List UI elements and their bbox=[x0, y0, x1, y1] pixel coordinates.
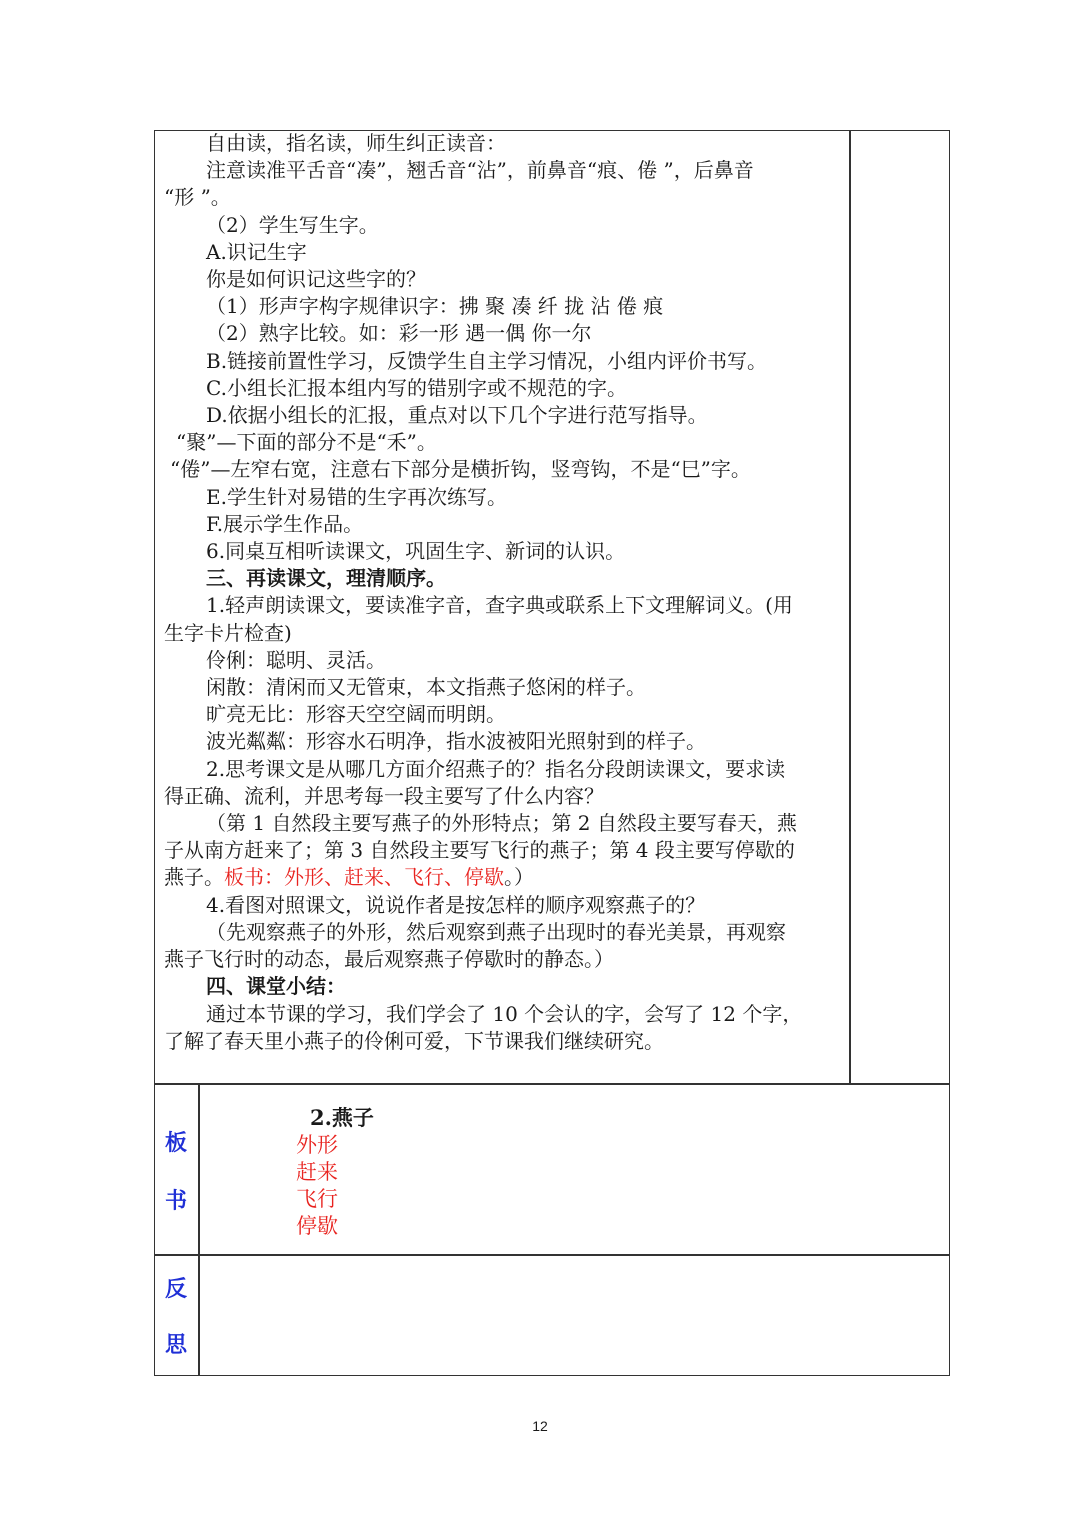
row-divider-reflection bbox=[154, 1254, 950, 1256]
lesson-line: 4.看图对照课文，说说作者是按怎样的顺序观察燕子的？ bbox=[206, 892, 706, 917]
row-divider-board bbox=[154, 1083, 950, 1085]
lesson-line: 燕子飞行时的动态，最后观察燕子停歇时的静态。） bbox=[164, 947, 614, 972]
lesson-line: A.识记生字 bbox=[206, 239, 307, 264]
reflection-label-1: 反 bbox=[164, 1276, 187, 1302]
lesson-line: （2）熟字比较。如：彩一形 遇一偶 你一尔 bbox=[206, 321, 592, 346]
section-heading: 四、课堂小结： bbox=[206, 974, 346, 999]
board-item: 外形 bbox=[296, 1133, 338, 1157]
reflection-label-2: 思 bbox=[164, 1332, 187, 1358]
board-item: 停歇 bbox=[296, 1214, 338, 1238]
section-heading: 三、再读课文，理清顺序。 bbox=[206, 566, 446, 591]
board-item: 赶来 bbox=[296, 1160, 338, 1184]
label-column-divider bbox=[198, 1083, 200, 1376]
lesson-line: D.依据小组长的汇报，重点对以下几个字进行范写指导。 bbox=[206, 403, 708, 428]
board-item: 飞行 bbox=[296, 1187, 338, 1211]
lesson-line: “聚”—下面的部分不是“禾”。 bbox=[176, 430, 437, 455]
vocab-line: 伶俐：聪明、灵活。 bbox=[206, 647, 386, 672]
board-label-1: 板 bbox=[164, 1130, 187, 1156]
lesson-line: “形 ”。 bbox=[164, 185, 231, 210]
vocab-line: 闲散：清闲而又无管束，本文指燕子悠闲的样子。 bbox=[206, 675, 646, 700]
lesson-line: 通过本节课的学习，我们学会了 10 个会认的字，会写了 12 个字， bbox=[206, 1001, 803, 1026]
vocab-line: 旷亮无比：形容天空空阔而明朗。 bbox=[206, 702, 506, 727]
lesson-line: 了解了春天里小燕子的伶俐可爱，下节课我们继续研究。 bbox=[164, 1028, 664, 1053]
lesson-line: 6.同桌互相听读课文，巩固生字、新词的认识。 bbox=[206, 539, 626, 564]
lesson-line: （1）形声字构字规律识字：拂 聚 凑 纤 拢 沾 倦 痕 bbox=[206, 294, 664, 319]
lesson-line: 2.思考课文是从哪几方面介绍燕子的？指名分段朗读课文，要求读 bbox=[206, 756, 786, 781]
lesson-line: B.链接前置性学习，反馈学生自主学习情况，小组内评价书写。 bbox=[206, 348, 768, 373]
lesson-text: 。） bbox=[504, 865, 534, 890]
lesson-text: 燕子。 bbox=[164, 865, 224, 890]
lesson-line bbox=[164, 864, 844, 891]
lesson-line: “倦”—左窄右宽，注意右下部分是横折钩，竖弯钩，不是“巳”字。 bbox=[170, 457, 751, 482]
vocab-line: 波光粼粼：形容水石明净，指水波被阳光照射到的样子。 bbox=[206, 729, 706, 754]
lesson-line: 1.轻声朗读课文，要读准字音，查字典或联系上下文理解词义。(用 bbox=[206, 593, 793, 618]
lesson-line: 生字卡片检查) bbox=[164, 620, 292, 645]
board-note-red: 板书：外形、赶来、飞行、停歇 bbox=[224, 865, 504, 890]
lesson-line: E.学生针对易错的生字再次练写。 bbox=[206, 484, 507, 509]
board-label-2: 书 bbox=[164, 1188, 187, 1214]
lesson-line: 自由读，指名读，师生纠正读音： bbox=[206, 131, 506, 155]
right-column-divider bbox=[849, 130, 851, 1084]
lesson-body bbox=[164, 130, 844, 1055]
lesson-line: 子从南方赶来了；第 3 自然段主要写飞行的燕子；第 4 段主要写停歇的 bbox=[164, 838, 795, 863]
lesson-line: F.展示学生作品。 bbox=[206, 511, 364, 536]
lesson-line: C.小组长汇报本组内写的错别字或不规范的字。 bbox=[206, 375, 627, 400]
page-number: 12 bbox=[532, 1418, 548, 1434]
lesson-line: 得正确、流利，并思考每一段主要写了什么内容？ bbox=[164, 783, 604, 808]
lesson-line: （先观察燕子的外形，然后观察到燕子出现时的春光美景，再观察 bbox=[206, 919, 786, 944]
lesson-line: 你是如何识记这些字的？ bbox=[206, 267, 426, 292]
board-title: 2.燕子 bbox=[310, 1105, 374, 1130]
lesson-line: （2）学生写生字。 bbox=[206, 212, 379, 237]
lesson-line: （第 1 自然段主要写燕子的外形特点；第 2 自然段主要写春天，燕 bbox=[206, 811, 797, 836]
lesson-line: 注意读准平舌音“凑”，翘舌音“沾”，前鼻音“痕、倦 ”，后鼻音 bbox=[206, 158, 754, 183]
